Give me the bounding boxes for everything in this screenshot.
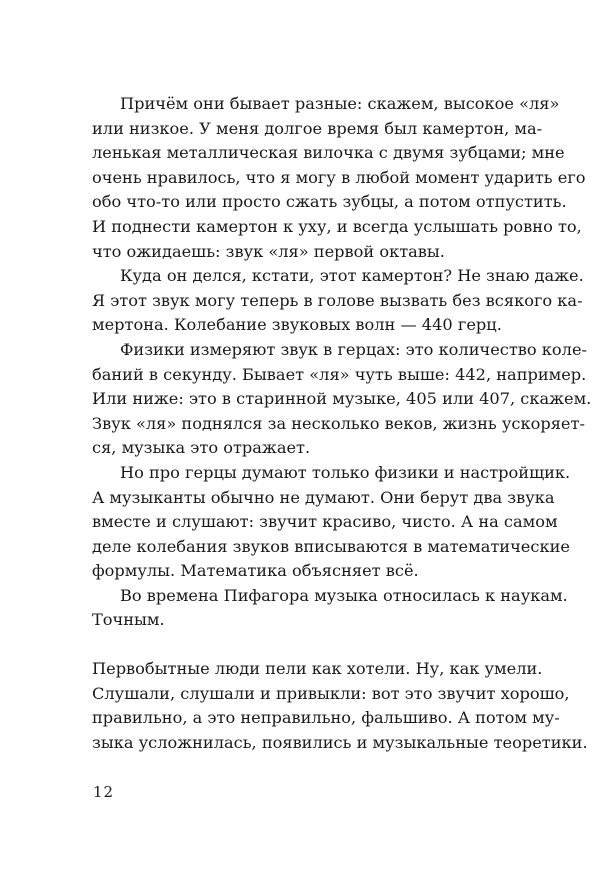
text-line: Но про герцы думают только физики и настройщик. bbox=[120, 462, 571, 482]
text-line: вместе и слушают: звучит красиво, чисто. А на самом bbox=[92, 512, 558, 532]
text-line: Куда он делся, кстати, этот камертон? Не знаю даже. bbox=[120, 266, 584, 286]
text-line: Слушали, слушали и привыкли: вот это звучит хорошо, bbox=[92, 683, 570, 703]
text-line: Первобытные люди пели как хотели. Ну, как умели. bbox=[92, 659, 543, 679]
text-line: И поднести камертон к уху, и всегда услышать ровно то, bbox=[92, 216, 582, 236]
page-number: 12 bbox=[93, 783, 115, 801]
text-line: Или ниже: это в старинной музыке, 405 или 407, скажем. bbox=[92, 389, 592, 409]
text-line: Во времена Пифагора музыка относилась к наукам. bbox=[120, 585, 568, 605]
paragraph-6 bbox=[92, 657, 588, 755]
text-line: баний в секунду. Бывает «ля» чуть выше: 442, например. bbox=[92, 364, 587, 384]
text-line: Точным. bbox=[92, 610, 165, 630]
paragraph-1 bbox=[92, 92, 586, 264]
text-line: обо что-то или просто сжать зубцы, а потом отпустить. bbox=[92, 192, 567, 212]
text-line: ся, музыка это отражает. bbox=[92, 438, 311, 458]
paragraph-5 bbox=[92, 584, 568, 633]
text-line: очень нравилось, что я могу в любой момент ударить его bbox=[92, 167, 586, 187]
paragraph-2 bbox=[92, 264, 584, 338]
text-line: правильно, а это неправильно, фальшиво. А потом му- bbox=[92, 708, 560, 728]
text-line: зыка усложнилась, появились и музыкальные теоретики. bbox=[92, 732, 588, 752]
paragraph-4 bbox=[92, 461, 571, 584]
text-line: мертона. Колебание звуковых волн — 440 герц. bbox=[92, 315, 502, 335]
text-line: ленькая металлическая вилочка с двумя зубцами; мне bbox=[92, 143, 565, 163]
text-line: Я этот звук могу теперь в голове вызвать без всякого ка- bbox=[92, 290, 583, 310]
text-line: А музыканты обычно не думают. Они берут два звука bbox=[92, 487, 555, 507]
page-body bbox=[92, 92, 592, 755]
text-line: деле колебания звуков вписываются в математические bbox=[92, 536, 570, 556]
text-line: или низкое. У меня долгое время был камертон, ма- bbox=[92, 118, 543, 138]
text-line: что ожидаешь: звук «ля» первой октавы. bbox=[92, 241, 445, 261]
text-line: формулы. Математика объясняет всё. bbox=[92, 561, 419, 581]
text-line: Звук «ля» поднялся за несколько веков, жизнь ускоряет- bbox=[92, 413, 585, 433]
paragraph-3 bbox=[92, 338, 592, 461]
text-line: Причём они бывает разные: скажем, высокое «ля» bbox=[120, 94, 560, 113]
text-line: Физики измеряют звук в герцах: это количество коле- bbox=[120, 339, 588, 359]
section-break bbox=[92, 633, 542, 657]
